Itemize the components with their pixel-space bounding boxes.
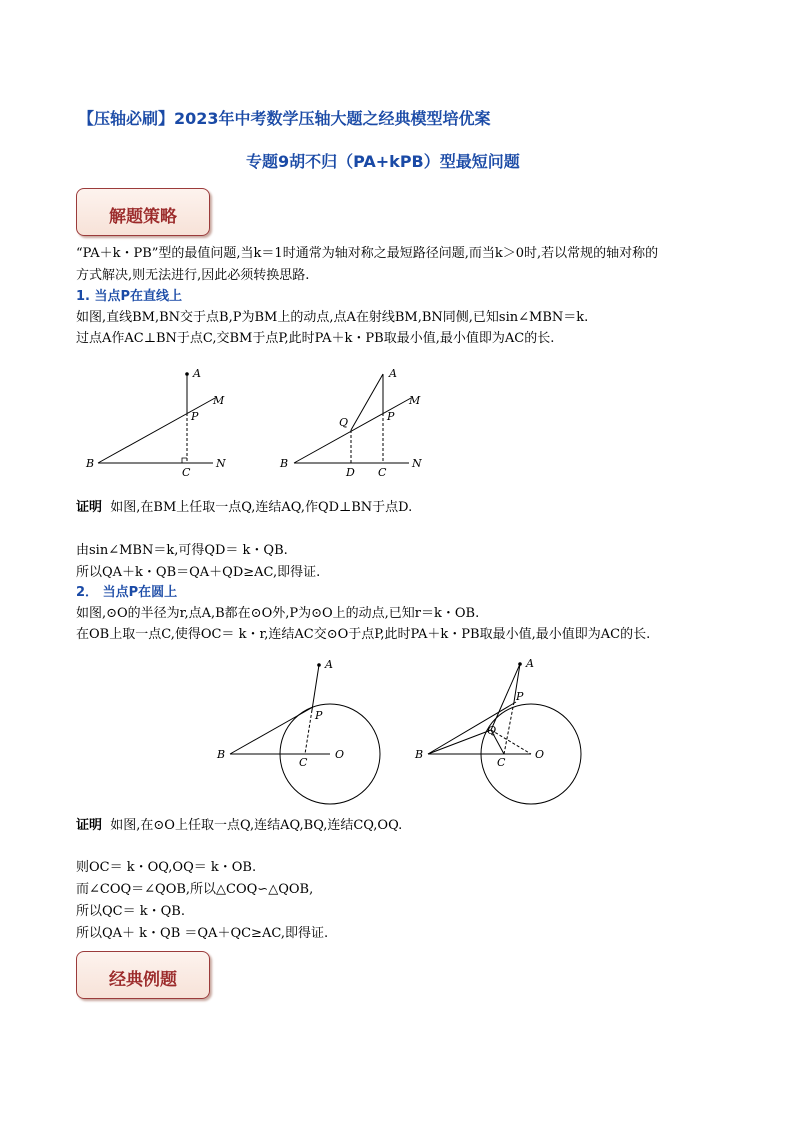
label-c: C [497,756,506,769]
title-main: 2023年中考数学压轴大题之经典模型培优案 [174,109,491,128]
case1-line-2: 过点A作AC⊥BN于点C,交BM于点P,此时PA＋k・PB取最小值,最小值即为AC的长. [76,331,555,346]
segment-bp [230,707,313,754]
line-bm [294,398,411,463]
segment-pc [504,702,514,754]
label-q: Q [487,724,497,737]
label-b: B [415,748,424,761]
label-c: C [182,466,191,479]
case2-proof-line-3: 而∠COQ＝∠QOB,所以△COQ∽△QOB, [76,882,314,897]
section-label-examples-text: 经典例题 [109,970,177,990]
label-p: P [315,709,323,722]
label-n: N [412,457,422,470]
case2-line-2: 在OB上取一点C,使得OC＝ k・r,连结AC交⊙O于点P,此时PA＋k・PB取最小值,最小值即为AC的长. [76,627,651,642]
case2-line-1: 如图,⊙O的半径为r,点A,B都在⊙O外,P为⊙O上的动点,已知r＝k・OB. [76,606,480,621]
label-p: P [516,690,524,703]
label-a: A [526,657,534,670]
proof-label: 证明 [76,818,103,833]
section-label-strategy-text: 解题策略 [109,207,177,227]
figure-circle-case-proof [406,652,586,810]
label-a: A [389,367,397,380]
right-angle-mark [182,458,187,463]
case1-proof-line-1 [76,500,412,516]
document-subtitle: 专题9胡不归（PA+kPB）型最短问题 [246,152,520,171]
label-p: P [191,410,199,423]
label-n: N [216,457,226,470]
label-m: M [213,394,225,407]
figure-line-case-proof [276,362,436,482]
case2-proof-text-1: 如图,在⊙O上任取一点Q,连结AQ,BQ,连结CQ,OQ. [110,818,403,833]
section-label-examples [76,951,210,999]
label-b: B [280,457,289,470]
label-q: Q [339,416,349,429]
intro-line-1: “PA＋k・PB”型的最值问题,当k＝1时通常为轴对称之最短路径问题,而当k＞0时,若以常规的轴对称的 [76,246,659,261]
case1-proof-text-1: 如图,在BM上任取一点Q,连结AQ,作QD⊥BN于点D. [110,500,413,515]
case1-heading: 1. 当点P在直线上 [76,289,183,304]
label-b: B [86,457,95,470]
label-o: O [535,748,545,761]
label-a: A [325,658,333,671]
segment-aq [351,374,383,430]
case1-proof-line-3: 所以QA＋k・QB＝QA＋QD≥AC,即得证. [76,565,321,580]
proof-label: 证明 [76,500,103,515]
case1-proof-line-2: 由sin∠MBN＝k,可得QD＝ k・QB. [76,543,288,558]
label-p: P [387,410,395,423]
label-m: M [409,394,421,407]
segment-pc [305,710,312,754]
label-o: O [335,748,345,761]
figure-line-case-basic [80,362,240,482]
case2-proof-line-5: 所以QA＋ k・QB ＝QA＋QC≥AC,即得证. [76,926,329,941]
line-bm [98,398,215,463]
intro-line-2: 方式解决,则无法进行,因此必须转换思路. [76,268,310,283]
label-d: D [346,466,355,479]
title-prefix: 【压轴必刷】 [78,109,175,128]
point-a [317,663,321,667]
label-b: B [217,748,226,761]
label-c: C [378,466,387,479]
segment-ap [312,665,319,710]
case2-proof-line-1 [76,818,402,834]
case2-proof-line-2: 则OC＝ k・OQ,OQ＝ k・OB. [76,860,257,875]
point-a [518,662,522,666]
document-title [78,106,491,129]
label-a: A [193,367,201,380]
section-label-strategy [76,188,210,236]
figure-circle-case-basic [210,652,390,810]
label-c: C [299,756,308,769]
point-a [185,372,189,376]
segment-bp [428,702,516,754]
case2-heading: 2． 当点P在圆上 [76,585,178,600]
case1-line-1: 如图,直线BM,BN交于点B,P为BM上的动点,点A在射线BM,BN同侧,已知sin∠MBN＝k. [76,310,589,325]
case2-proof-line-4: 所以QC＝ k・QB. [76,904,185,919]
